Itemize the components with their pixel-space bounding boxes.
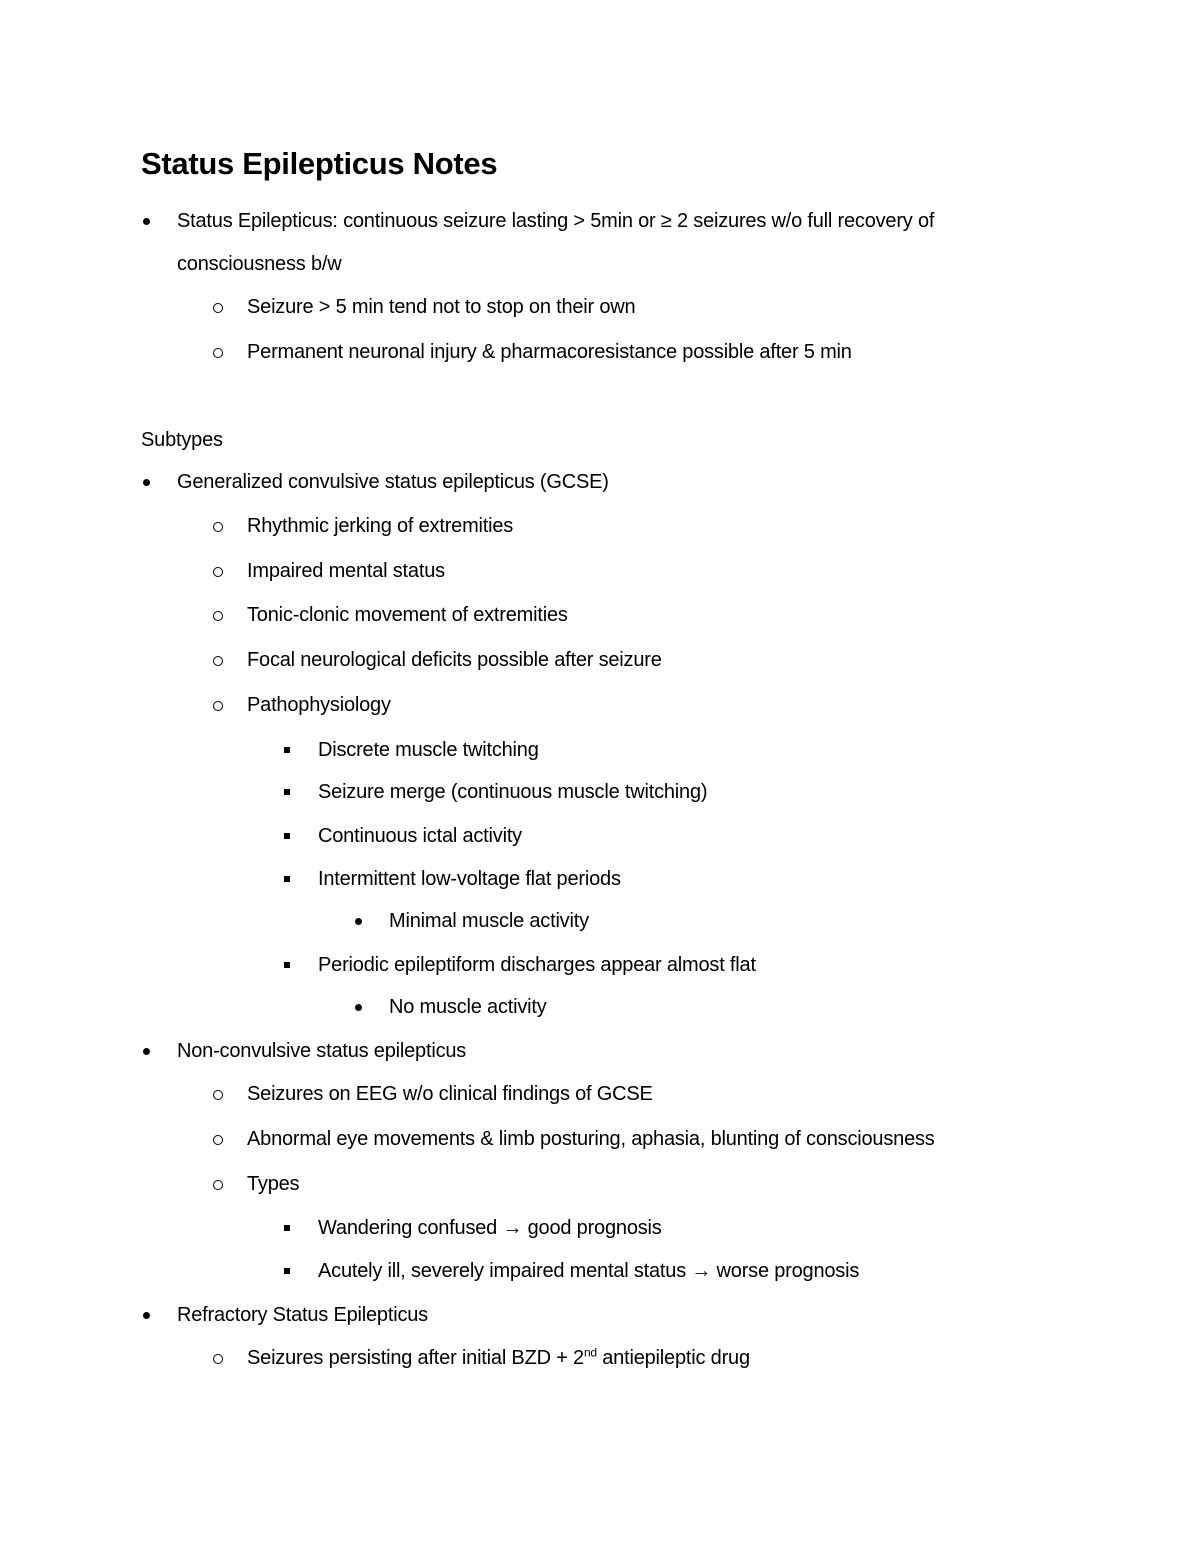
ncse-label: Non-convulsive status epilepticus bbox=[177, 1040, 467, 1062]
square-bullet-icon bbox=[284, 1268, 290, 1274]
circle-bullet-icon bbox=[213, 522, 223, 532]
definition-line-1: Status Epilepticus: continuous seizure lasting > 5min or ≥ 2 seizures w/o full recovery of bbox=[177, 210, 935, 232]
square-bullet-icon bbox=[284, 876, 290, 882]
circle-bullet-icon bbox=[213, 348, 223, 358]
pathophysiology-item: Discrete muscle twitching bbox=[318, 739, 539, 761]
gcse-item: Impaired mental status bbox=[247, 560, 445, 582]
ordinal-suffix: nd bbox=[583, 1345, 597, 1360]
bullet-icon bbox=[143, 479, 150, 486]
bullet-icon bbox=[355, 1004, 362, 1011]
gcse-label: Generalized convulsive status epilepticus (GCSE) bbox=[177, 471, 609, 493]
bullet-icon bbox=[143, 1312, 150, 1319]
pathophysiology-item: Seizure merge (continuous muscle twitching) bbox=[318, 781, 708, 803]
ncse-type: Acutely ill, severely impaired mental status → worse prognosis bbox=[318, 1260, 860, 1282]
circle-bullet-icon bbox=[213, 611, 223, 621]
pathophysiology-item: Continuous ictal activity bbox=[318, 825, 522, 847]
square-bullet-icon bbox=[284, 1225, 290, 1231]
bullet-icon bbox=[355, 918, 362, 925]
rse-item-text-end: antiepileptic drug bbox=[596, 1347, 750, 1369]
gcse-item: Focal neurological deficits possible after seizure bbox=[247, 649, 662, 671]
pathophysiology-sub-item: No muscle activity bbox=[389, 996, 547, 1018]
pathophysiology-sub-item: Minimal muscle activity bbox=[389, 910, 589, 932]
circle-bullet-icon bbox=[213, 1135, 223, 1145]
rse-item-text: Seizures persisting after initial BZD + 2 bbox=[247, 1347, 584, 1369]
pathophysiology-item: Periodic epileptiform discharges appear almost flat bbox=[318, 954, 756, 976]
ncse-item: Seizures on EEG w/o clinical findings of GCSE bbox=[247, 1083, 653, 1105]
ncse-item: Abnormal eye movements & limb posturing, aphasia, blunting of consciousness bbox=[247, 1128, 935, 1150]
circle-bullet-icon bbox=[213, 1180, 223, 1190]
rse-item bbox=[247, 1345, 750, 1371]
definition-line-2: consciousness b/w bbox=[177, 253, 342, 275]
circle-bullet-icon bbox=[213, 303, 223, 313]
definition-sub-item: Seizure > 5 min tend not to stop on their own bbox=[247, 296, 636, 318]
bullet-icon bbox=[143, 218, 150, 225]
pathophysiology-item: Intermittent low-voltage flat periods bbox=[318, 868, 621, 890]
definition-sub-item: Permanent neuronal injury & pharmacoresistance possible after 5 min bbox=[247, 341, 852, 363]
square-bullet-icon bbox=[284, 833, 290, 839]
gcse-item: Rhythmic jerking of extremities bbox=[247, 515, 514, 537]
circle-bullet-icon bbox=[213, 567, 223, 577]
square-bullet-icon bbox=[284, 789, 290, 795]
subtypes-heading: Subtypes bbox=[141, 429, 223, 451]
ncse-item: Types bbox=[247, 1173, 300, 1195]
circle-bullet-icon bbox=[213, 1354, 223, 1364]
bullet-icon bbox=[143, 1048, 150, 1055]
circle-bullet-icon bbox=[213, 656, 223, 666]
ncse-type: Wandering confused → good prognosis bbox=[318, 1217, 662, 1239]
rse-label: Refractory Status Epilepticus bbox=[177, 1304, 428, 1326]
square-bullet-icon bbox=[284, 962, 290, 968]
square-bullet-icon bbox=[284, 747, 290, 753]
gcse-item: Tonic-clonic movement of extremities bbox=[247, 604, 568, 626]
gcse-item: Pathophysiology bbox=[247, 694, 391, 716]
page-title: Status Epilepticus Notes bbox=[141, 146, 498, 181]
circle-bullet-icon bbox=[213, 1090, 223, 1100]
circle-bullet-icon bbox=[213, 701, 223, 711]
